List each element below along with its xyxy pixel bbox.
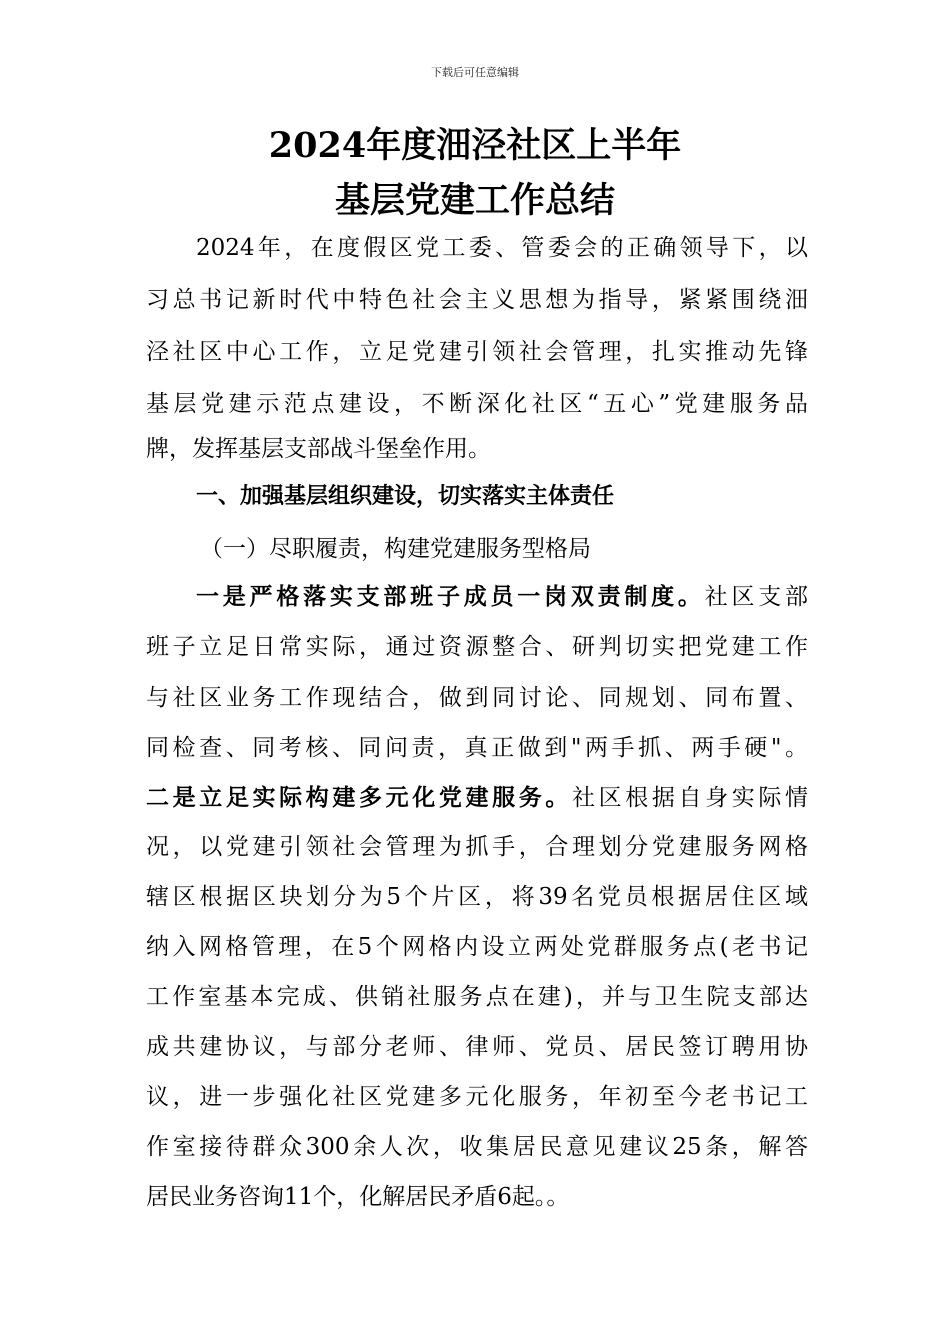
point2-line-2: 况，以党建引领社会管理为抓手，合理划分党建服务网格 bbox=[146, 834, 808, 860]
point1-line-2: 班子立足日常实际，通过资源整合、研判切实把党建工作 bbox=[146, 634, 808, 660]
section-heading: 一、加强基层组织建设，切实落实主体责任 bbox=[196, 484, 615, 509]
point2-line-6: 成共建协议，与部分老师、律师、党员、居民签订聘用协 bbox=[146, 1034, 808, 1060]
intro-line-3: 泾社区中心工作，立足党建引领社会管理，扎实推动先锋 bbox=[146, 339, 808, 365]
point2-lead: 二是立足实际构建多元化党建服务。 bbox=[146, 784, 572, 811]
intro-line-5: 牌，发挥基层支部战斗堡垒作用。 bbox=[146, 436, 491, 462]
header-note: 下载后可任意编辑 bbox=[431, 66, 519, 79]
point2-line-7: 议，进一步强化社区党建多元化服务，年初至今老书记工 bbox=[146, 1084, 808, 1110]
point2-line-8: 作室接待群众300余人次，收集居民意见建议25条，解答 bbox=[146, 1134, 808, 1160]
point2-lead-rest: 社区根据自身实际情 bbox=[572, 785, 808, 811]
intro-line-2: 习总书记新时代中特色社会主义思想为指导，紧紧围绕沺 bbox=[146, 287, 808, 313]
point2-line-9: 居民业务咨询11个，化解居民矛盾6起。。 bbox=[146, 1184, 570, 1210]
point2-line-4: 纳入网格管理，在5个网格内设立两处党群服务点(老书记 bbox=[146, 934, 808, 960]
point1-line-3: 与社区业务工作现结合，做到同讨论、同规划、同布置、 bbox=[146, 685, 808, 711]
page-title-line-2: 基层党建工作总结 bbox=[334, 180, 615, 221]
point2-first-line bbox=[146, 783, 808, 813]
point1-lead-rest: 社区支部 bbox=[704, 584, 809, 610]
point1-first-line bbox=[196, 582, 808, 612]
intro-line-4: 基层党建示范点建设，不断深化社区“五心”党建服务品 bbox=[146, 391, 808, 417]
point2-line-5: 工作室基本完成、供销社服务点在建)，并与卫生院支部达 bbox=[146, 984, 808, 1010]
intro-line-1: 2024年，在度假区党工委、管委会的正确领导下，以 bbox=[196, 235, 808, 261]
point1-line-4: 同检查、同考核、同问责，真正做到"两手抓、两手硬"。 bbox=[146, 735, 808, 761]
section-subheading: （一）尽职履责，构建党建服务型格局 bbox=[200, 536, 591, 562]
point1-lead: 一是严格落实支部班子成员一岗双责制度。 bbox=[196, 583, 705, 610]
page-title-line-1: 2024年度沺泾社区上半年 bbox=[268, 125, 682, 166]
point2-line-3: 辖区根据区块划分为5个片区，将39名党员根据居住区域 bbox=[146, 884, 808, 910]
